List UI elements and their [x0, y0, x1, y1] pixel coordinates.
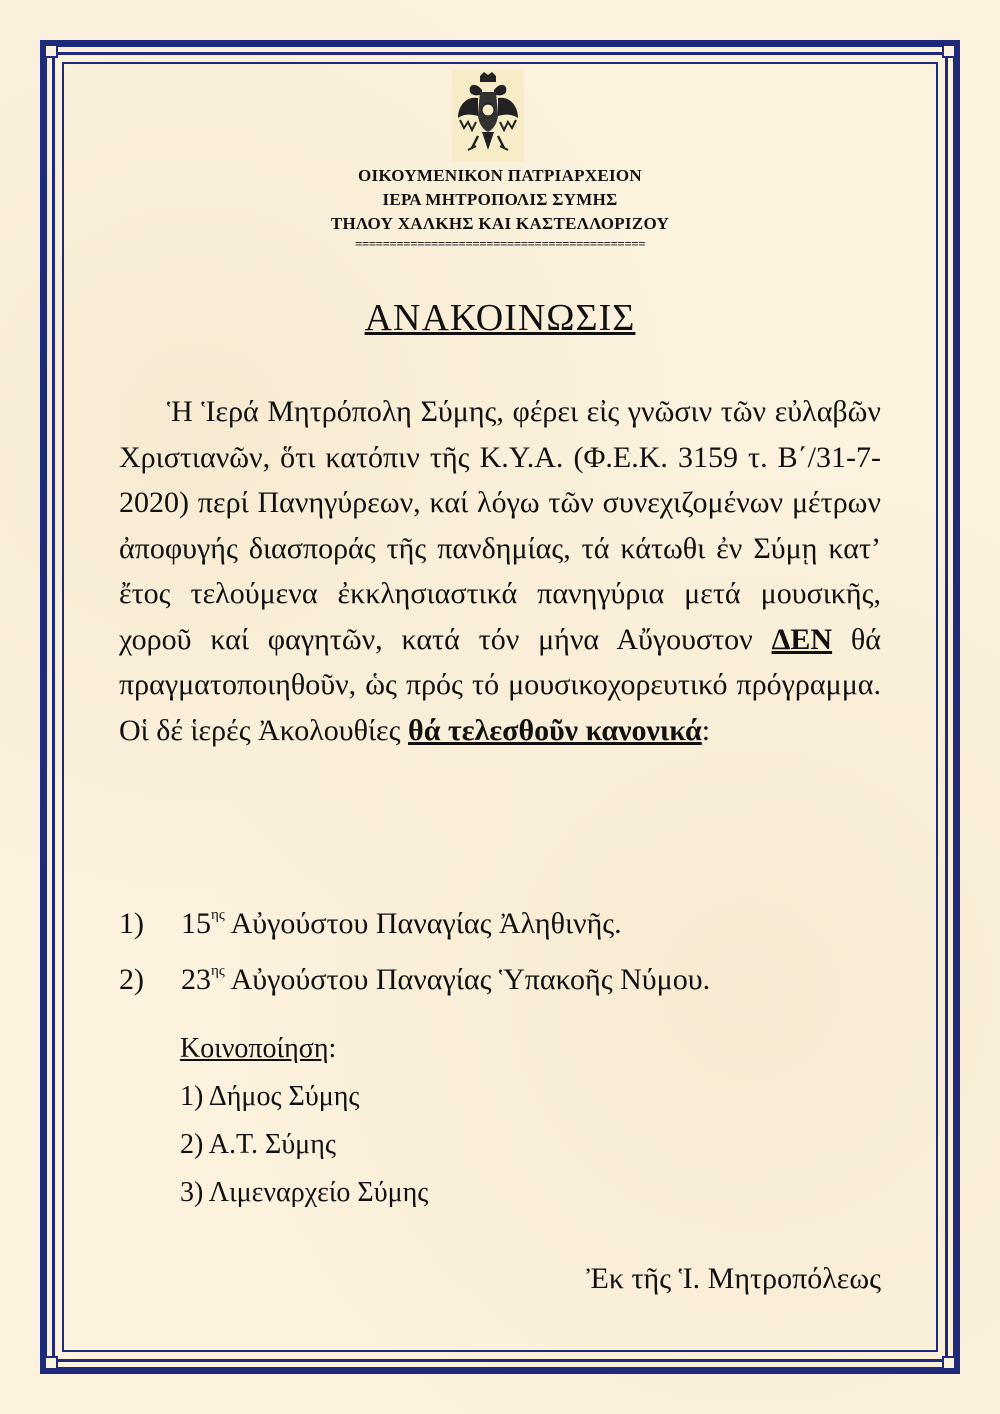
ordinal-suffix: ης [211, 907, 225, 923]
emphasis-not: ΔΕΝ [771, 622, 833, 656]
notification-list [180, 1025, 680, 1217]
list-item [119, 952, 881, 1008]
notification-heading: Κοινοποίηση [180, 1033, 329, 1064]
day-number: 15 [181, 907, 211, 940]
list-item: 1) Δήμος Σύμης [180, 1081, 360, 1112]
notification-heading-row [180, 1025, 680, 1073]
announcement-body [119, 389, 881, 753]
document-title: ΑΝΑΚΟΙΝΩΣΙΣ [364, 297, 636, 339]
border-corner-ornament [942, 44, 956, 58]
border-corner-ornament [44, 44, 58, 58]
emphasis-held-normally: θά τελεσθοῦν κανονικά [408, 713, 702, 747]
list-item-number: 2) [119, 963, 144, 996]
list-item: 3) Λιμεναρχείο Σύμης [180, 1177, 429, 1208]
ordinal-suffix: ης [211, 963, 225, 979]
letterhead [200, 164, 800, 252]
list-item-text [181, 896, 622, 952]
border-corner-ornament [44, 1356, 58, 1370]
list-item-number: 1) [119, 907, 144, 940]
body-text-part: Ἡ Ἱερά Μητρόπολη Σύμης, φέρει εἰς γνῶσιν τῶν εὐλαβῶν Χριστιανῶν, ὅτι κατόπιν τῆς Κ.Υ.Α. (Φ.Ε.Κ. 3159 τ. Β΄/31-7-2020) περί Πανηγύρεων, καί λόγω τῶν συνεχιζομένων μέτρων ἀποφυγής διασποράς τῆς πανδημίας, τά κάτωθι ἐν Σύμῃ κατ’ ἔτος τελούμενα ἐκκλησιαστικά πανηγύρια μετά μουσικῆς, χοροῦ καί φαγητῶν, κατά τόν μήνα Αὔγουστον [119, 395, 881, 656]
list-item [119, 896, 881, 952]
heading-colon: : [328, 1033, 337, 1064]
list-item: 2) Α.Τ. Σύμης [180, 1129, 336, 1160]
letterhead-line: ΙΕΡΑ ΜΗΤΡΟΠΟΛΙΣ ΣΥΜΗΣ [382, 190, 618, 209]
letterhead-rule: ========================================== [354, 236, 646, 251]
signature-line: Ἐκ τῆς Ἱ. Μητροπόλεως [586, 1262, 881, 1295]
day-number: 23 [181, 963, 211, 996]
border-corner-ornament [942, 1356, 956, 1370]
service-description: Αὐγούστου Παναγίας Ἀληθινῆς. [224, 907, 622, 940]
list-item-text [181, 952, 710, 1008]
letterhead-line: ΤΗΛΟΥ ΧΑΛΚΗΣ ΚΑΙ ΚΑΣΤΕΛΛΟΡΙΖΟΥ [330, 214, 670, 233]
letterhead-line: ΟΙΚΟΥΜΕΝΙΚΟΝ ΠΑΤΡΙΑΡΧΕΙΟΝ [358, 166, 642, 185]
services-list [119, 896, 881, 1008]
double-headed-eagle-emblem-icon [452, 70, 524, 162]
body-text-part: : [701, 713, 711, 747]
service-description: Αὐγούστου Παναγίας Ὑπακοῆς Νύμου. [224, 963, 711, 996]
body-text-part: θά πραγματοποιηθοῦν, ὡς πρός τό μουσικοχορευτικό πρόγραμμα. Οἱ δέ ἱερές Ἀκολουθίες [119, 622, 881, 747]
